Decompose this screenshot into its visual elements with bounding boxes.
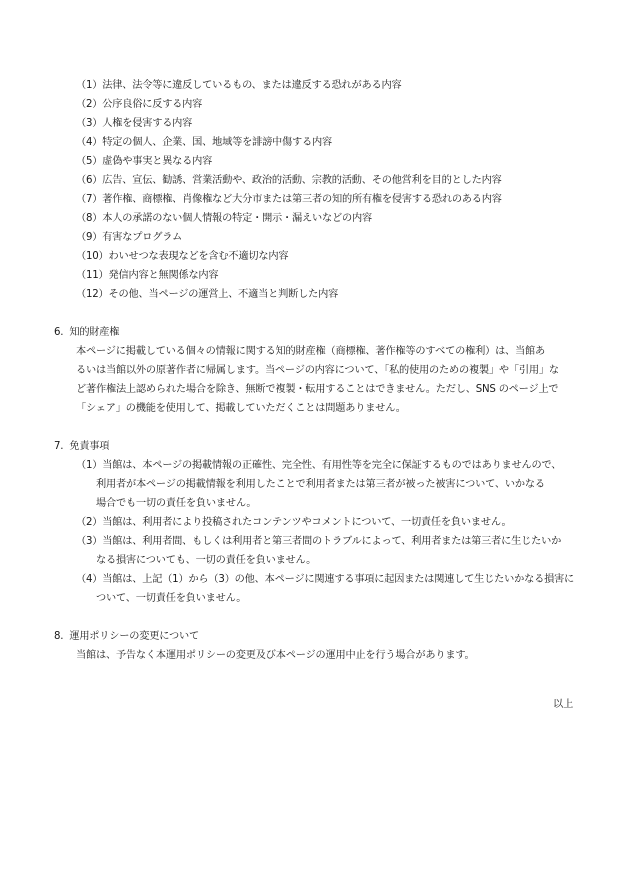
paragraph-line: 利用者が本ページの掲載情報を利用したことで利用者または第三者が被った被害について、いかなる: [96, 479, 545, 490]
list-item: （2）公序良俗に反する内容: [76, 99, 203, 110]
section-heading: [54, 437, 109, 456]
list-item: （4）特定の個人、企業、国、地域等を誹謗中傷する内容: [76, 137, 332, 148]
closing-text: 以上: [553, 699, 574, 710]
list-item: （8）本人の承諾のない個人情報の特定・開示・漏えいなどの内容: [76, 213, 372, 224]
list-item: （7）著作権、商標権、肖像権など大分市または第三者の知的所有権を侵害する恐れのある内容: [76, 194, 502, 205]
list-item: （5）虚偽や事実と異なる内容: [76, 156, 213, 167]
list-item: （3）当館は、利用者間、もしくは利用者と第三者間のトラブルによって、利用者または第三者に生じたいか: [76, 536, 562, 547]
list-item: （10）わいせつな表現などを含む不適切な内容: [76, 251, 289, 262]
section-title: 免責事項: [69, 441, 110, 452]
section-title: 運用ポリシーの変更について: [69, 631, 199, 642]
paragraph-line: 当館は、予告なく本運用ポリシーの変更及び本ページの運用中止を行う場合があります。: [76, 650, 475, 661]
list-item: （1）当館は、本ページの掲載情報の正確性、完全性、有用性等を完全に保証するものではありませんので、: [76, 460, 562, 471]
section-heading: [54, 627, 199, 646]
paragraph-line: なる損害についても、一切の責任を負いません。: [96, 555, 317, 566]
list-item: （3）人権を侵害する内容: [76, 118, 193, 129]
section-number: 7.: [54, 441, 64, 452]
paragraph-line: 本ページに掲載している個々の情報に関する知的財産権（商標権、著作権等のすべての権利）は、当館あ: [76, 346, 545, 357]
paragraph-line: るいは当館以外の原著作者に帰属します。当ページの内容について、「私的使用のための複製」や「引用」な: [76, 365, 559, 376]
section-title: 知的財産権: [69, 327, 120, 338]
section-heading: [54, 323, 119, 342]
list-item: （4）当館は、上記（1）から（3）の他、本ページに関連する事項に起因または関連して生じたいかなる損害に: [76, 574, 575, 585]
paragraph-line: 「シェア」の機能を使用して、掲載していただくことは問題ありません。: [76, 403, 406, 414]
list-item: （6）広告、宣伝、勧誘、営業活動や、政治的活動、宗教的活動、その他営利を目的とした内容: [76, 175, 502, 186]
list-item: （11）発信内容と無関係な内容: [76, 270, 219, 281]
section-number: 8.: [54, 631, 64, 642]
list-item: （1）法律、法令等に違反しているもの、または違反する恐れがある内容: [76, 80, 402, 91]
paragraph-line: ど著作権法上認められた場合を除き、無断で複製・転用することはできません。ただし、SNS のページ上で: [76, 384, 559, 395]
list-item: （2）当館は、利用者により投稿されたコンテンツやコメントについて、一切責任を負いません。: [76, 517, 512, 528]
list-item: （9）有害なプログラム: [76, 232, 183, 243]
list-item: （12）その他、当ページの運営上、不適当と判断した内容: [76, 289, 339, 300]
paragraph-line: 場合でも一切の責任を負いません。: [96, 498, 257, 509]
paragraph-line: ついて、一切責任を負いません。: [96, 593, 247, 604]
section-number: 6.: [54, 327, 64, 338]
